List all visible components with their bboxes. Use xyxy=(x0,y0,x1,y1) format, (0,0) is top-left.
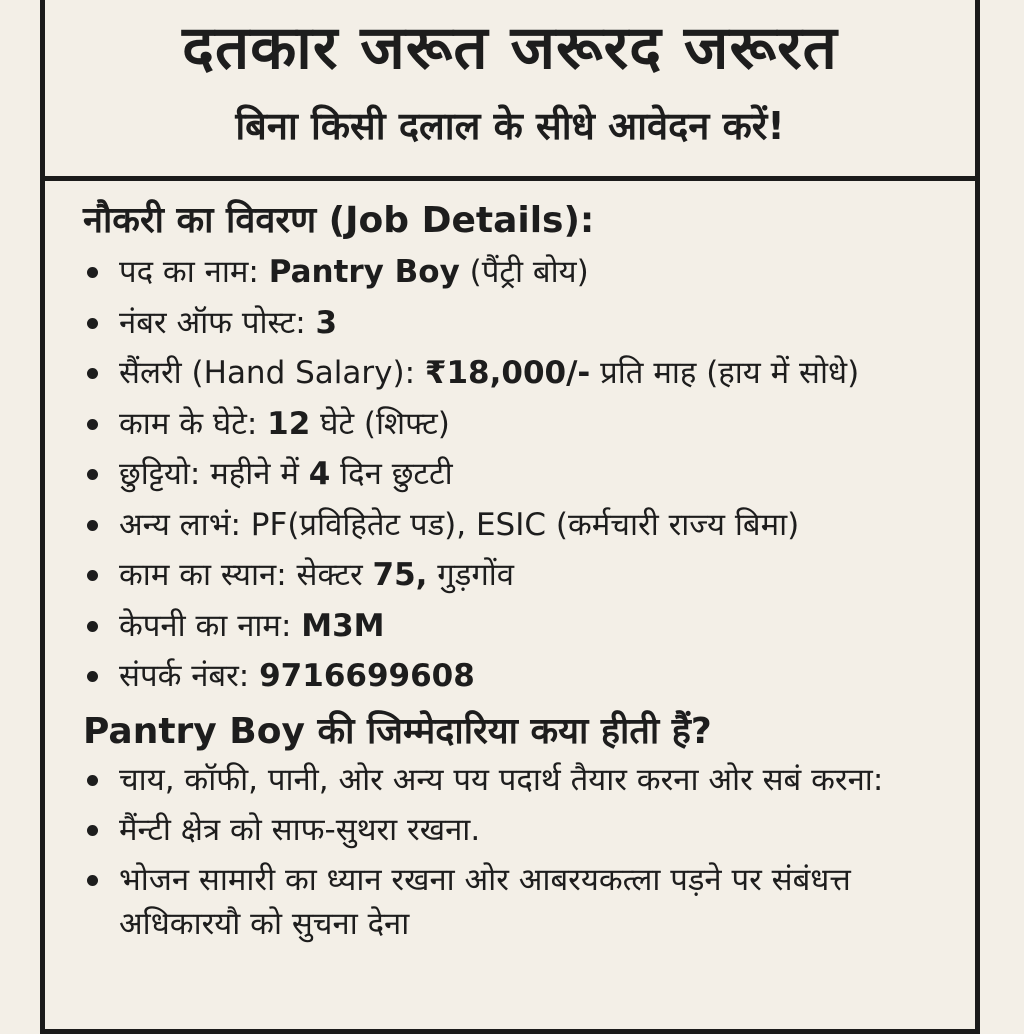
responsibility-text: चाय, कॉफी, पानी, ओर अन्य पय पदार्थ तैयार करना ओर सबं करना: xyxy=(119,761,884,798)
job-details-heading: नौकरी का विवरण (Job Details): xyxy=(83,200,595,241)
responsibilities-list xyxy=(83,758,975,946)
job-detail-value: 9716699608 xyxy=(259,658,475,694)
job-detail-extra: गुड़गोंव xyxy=(427,557,515,593)
poster-subtitle: बिना किसी दलाल के सीधे आवेदन करें! xyxy=(235,104,785,148)
job-detail-label: पद का नाम: xyxy=(119,254,269,290)
job-detail-item xyxy=(83,399,975,450)
poster-content xyxy=(45,181,975,946)
bullet-icon xyxy=(87,469,98,480)
job-detail-label: छुट्टियो: महीने में xyxy=(119,456,309,492)
job-detail-label: अन्य लाभं: PF(प्रविहितेट पड), ESIC (कर्मचारी राज्य बिमा) xyxy=(119,506,800,543)
job-detail-extra: (पैंट्री बोय) xyxy=(459,254,589,290)
job-detail-value: 12 xyxy=(267,405,311,442)
responsibility-item xyxy=(83,858,959,946)
bullet-icon xyxy=(87,419,98,430)
job-detail-value: M3M xyxy=(301,607,385,644)
job-detail-label: काम के घेटे: xyxy=(119,405,268,442)
responsibility-text: मैंन्टी क्षेत्र को साफ-सुथरा रखना. xyxy=(119,811,481,848)
job-detail-label: संपर्क नंबर: xyxy=(119,658,260,694)
job-detail-item xyxy=(83,500,975,551)
responsibilities-heading: Pantry Boy की जिम्मेदारिया कया हीती हैं? xyxy=(83,710,712,752)
bullet-icon xyxy=(87,775,98,786)
job-detail-item xyxy=(83,651,975,702)
job-detail-extra: घेटे (शिफ्ट) xyxy=(310,405,450,442)
bullet-icon xyxy=(87,368,98,379)
bullet-icon xyxy=(87,570,98,581)
bullet-icon xyxy=(87,318,98,329)
job-detail-item xyxy=(83,449,975,500)
bullet-icon xyxy=(87,671,98,682)
job-detail-value: Pantry Boy xyxy=(268,254,460,290)
job-detail-label: केपनी का नाम: xyxy=(119,607,302,644)
job-detail-value: 4 xyxy=(308,456,331,492)
job-detail-item xyxy=(83,247,975,298)
poster-title: दतकार जरूत जरूरद जरूरत xyxy=(182,13,838,83)
job-detail-value: 3 xyxy=(315,304,338,341)
poster-header xyxy=(45,0,975,181)
job-detail-item xyxy=(83,298,975,349)
bullet-icon xyxy=(87,520,98,531)
job-details-list xyxy=(83,247,975,702)
job-detail-item xyxy=(83,601,975,652)
job-detail-item xyxy=(83,550,975,601)
job-detail-label: काम का स्यान: सेक्टर xyxy=(119,557,373,593)
job-detail-label: सैंलरी (Hand Salary): xyxy=(119,355,425,391)
job-detail-extra: दिन छुटटी xyxy=(330,456,453,492)
job-detail-item xyxy=(83,348,975,399)
job-detail-label: नंबर ऑफ पोस्ट: xyxy=(119,304,316,341)
job-detail-value: ₹18,000/- xyxy=(424,355,591,391)
responsibility-item xyxy=(83,808,959,852)
job-detail-extra: प्रति माह (हाय में सोधे) xyxy=(590,355,860,391)
responsibility-item xyxy=(83,758,959,802)
bullet-icon xyxy=(87,621,98,632)
bullet-icon xyxy=(87,267,98,278)
poster-frame xyxy=(40,0,980,1034)
bullet-icon xyxy=(87,825,98,836)
responsibility-text: भोजन सामारी का ध्यान रखना ओर आबरयकत्ला पड़ने पर संबंधत्त अधिकारयौ को सुचना देना xyxy=(119,861,851,942)
job-detail-value: 75, xyxy=(372,557,428,593)
bullet-icon xyxy=(87,875,98,886)
